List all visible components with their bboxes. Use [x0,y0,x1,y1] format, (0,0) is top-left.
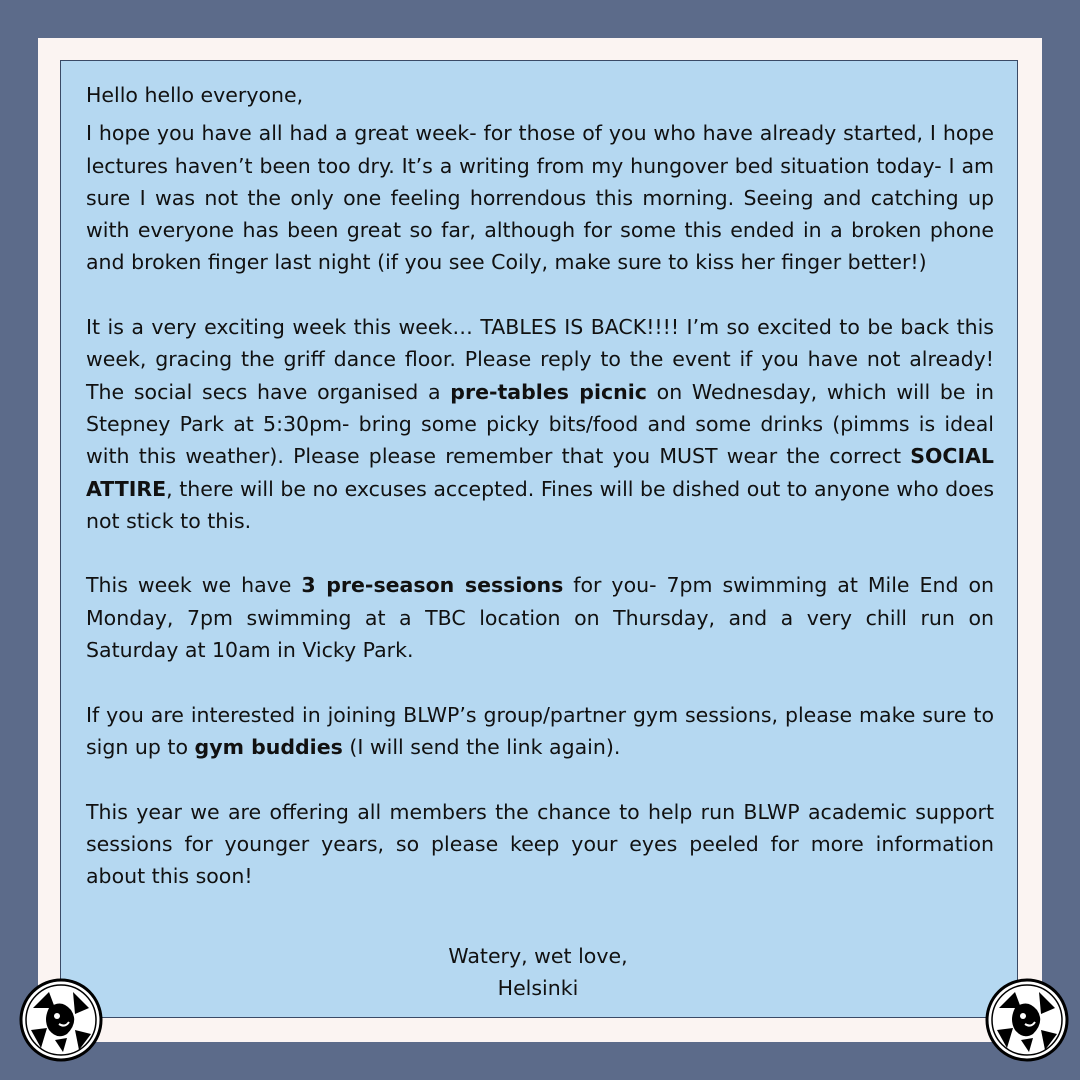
club-crest-logo-icon [985,978,1069,1062]
pre-tables-picnic-highlight: pre-tables picnic [450,379,647,404]
letter-body [86,79,994,925]
pre-season-sessions-highlight: 3 pre-season sessions [301,573,564,598]
signoff-name: Helsinki [497,976,579,1001]
gym-buddies-highlight: gym buddies [194,734,343,759]
paragraph-sessions-text-a: This week we have [86,573,302,598]
paragraph-tables-text-a: It is a very exciting week this week… TABLES IS BACK!!!! I’m so excited to be back this week, gracing the griff dance floor. Please reply to the event if you have not already! The social secs have organised a [86,315,994,404]
paragraph-academic: This year we are offering all members the chance to help run BLWP academic support sessions for younger years, so please keep your eyes peeled for more information about this soon! [86,799,994,889]
paragraph-gym-text-c: (I will send the link again). [342,734,621,759]
signoff [338,940,738,1005]
greeting: Hello hello everyone, [86,83,304,107]
paragraph-tables [86,311,994,537]
paragraph-gym [86,699,994,764]
paragraph-sessions [86,569,994,666]
paragraph-tables-text-c: on Wednesday, which will be in Stepney Park at 5:30pm- bring some picky bits/food and some drinks (pimms is ideal with this weather). Please please remember that you MUST wear the correct [86,379,994,469]
paragraph-week-update: I hope you have all had a great week- for those of you who have already started, I hope lectures haven’t been too dry. It’s a writing from my hungover bed situation today- I am sure I was not the only one feeling horrendous this morning. Seeing and catching up with everyone has been great so far, although for some this ended in a broken phone and broken finger last night (if you see Coily, make sure to kiss her finger better!) [86,121,994,275]
signoff-line: Watery, wet love, [448,944,628,968]
paragraph-tables-text-e: , there will be no excuses accepted. Fines will be dished out to anyone who does not stick to this. [86,476,994,533]
social-attire-highlight: SOCIAL ATTIRE [86,444,994,501]
club-crest-logo-icon [19,978,103,1062]
paragraph-gym-text-a: If you are interested in joining BLWP’s group/partner gym sessions, please make sure to sign up to [86,702,994,759]
paragraph-sessions-text-c: for you- 7pm swimming at Mile End on Monday, 7pm swimming at a TBC location on Thursday, and a very chill run on Saturday at 10am in Vicky Park. [86,573,994,663]
